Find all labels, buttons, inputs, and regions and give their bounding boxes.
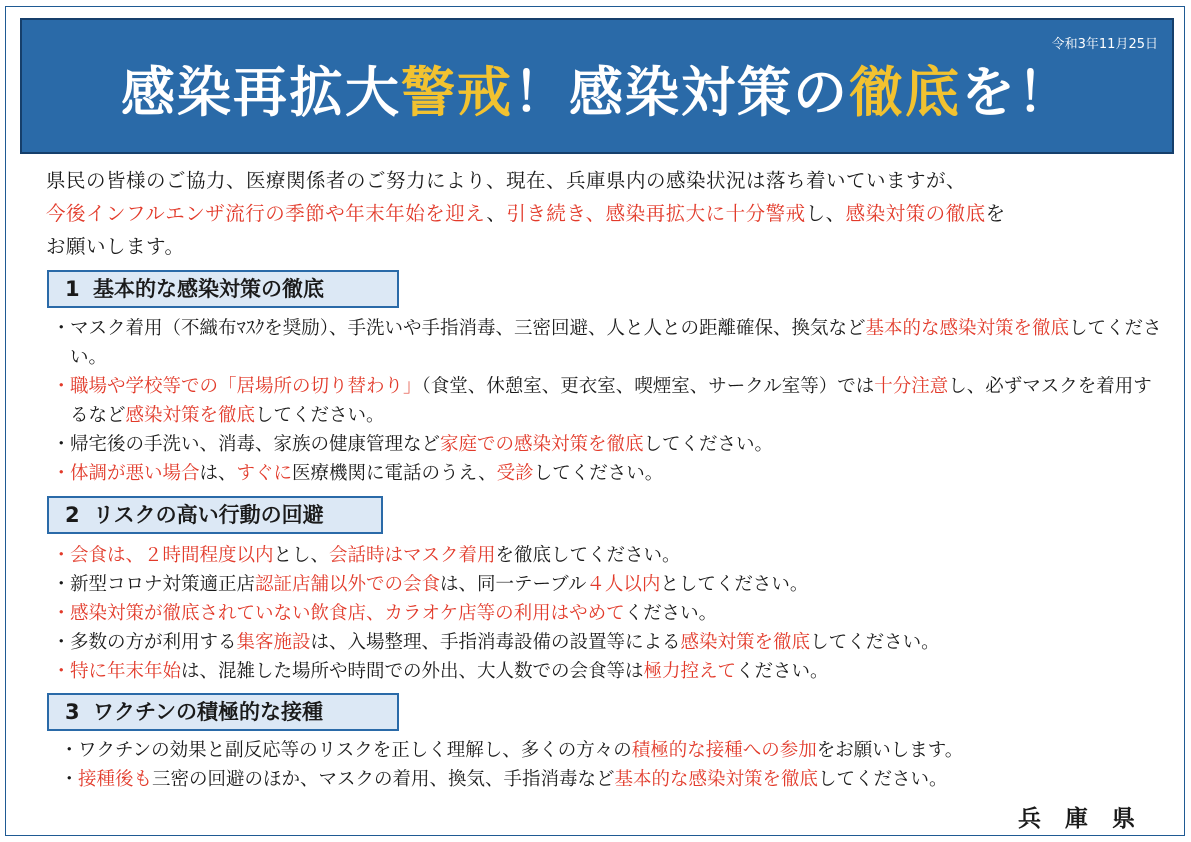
- item-text: マスク着用（不織布ﾏｽｸを奨励）、手洗いや手指消毒、三密回避、人と人との距離確保、換気など: [70, 318, 866, 339]
- item-text: を徹底してください。: [495, 545, 681, 566]
- section-3-list: [60, 736, 1170, 794]
- intro-paragraph: [46, 164, 1166, 263]
- item-emphasis: 集客施設: [236, 632, 311, 653]
- item-emphasis: すぐに: [236, 463, 293, 484]
- item-text: 三密の回避のほか、マスクの着用、換気、手指消毒など: [152, 769, 615, 790]
- intro-line-3: お願いします。: [46, 235, 185, 258]
- item-text: は、混雑した場所や時間での外出、大人数での会食等は: [181, 661, 644, 682]
- item-emphasis: 感染対策が徹底されていない飲食店、カラオケ店等の利用はやめて: [70, 603, 625, 624]
- item-text: 医療機関に電話のうえ、: [292, 463, 497, 484]
- item-text: してください。: [70, 318, 1162, 368]
- bullet: ・: [52, 603, 71, 624]
- section-title: リスクの高い行動の回避: [93, 503, 324, 527]
- item-text: してください。: [643, 434, 774, 455]
- item-emphasis: 受診: [496, 463, 534, 484]
- item-text: は、同一テーブル: [440, 574, 587, 595]
- item-text: としてください。: [660, 574, 809, 595]
- bullet: ・: [52, 574, 71, 595]
- section-number: 3: [65, 700, 80, 724]
- item-emphasis: 接種後も: [78, 769, 153, 790]
- item-text: 帰宅後の手洗い、消毒、家族の健康管理など: [70, 434, 441, 455]
- title-part-1: 感染再拡大: [121, 61, 401, 124]
- bullet: ・: [52, 661, 71, 682]
- title-part-3: ！感染対策の: [513, 61, 849, 124]
- item-emphasis: 会話時はマスク着用: [329, 545, 496, 566]
- item-emphasis: 認証店舗以外での会食: [255, 574, 441, 595]
- intro-text: 、: [486, 202, 507, 225]
- item-text: してください。: [810, 632, 940, 653]
- item-emphasis: ４人以内: [586, 574, 661, 595]
- item-text: 新型コロナ対策適正店: [70, 574, 256, 595]
- intro-line-2: [46, 197, 1166, 230]
- bullet: ・: [52, 632, 71, 653]
- title-highlight-keikai: 警戒: [401, 61, 513, 124]
- section-number: 2: [65, 503, 80, 527]
- item-text: してください。: [255, 405, 385, 426]
- list-item: [52, 372, 1162, 430]
- issuer-name: 兵 庫 県: [1017, 806, 1143, 832]
- intro-text: し、: [805, 202, 846, 225]
- item-text: （食堂、休憩室、更衣室、喫煙室、サークル室等）では: [421, 376, 875, 397]
- bullet: ・: [52, 376, 71, 397]
- item-emphasis: 家庭での感染対策を徹底: [440, 434, 644, 455]
- intro-emphasis-2: 引き続き、感染再拡大に十分警戒: [506, 202, 806, 225]
- item-emphasis: 感染対策を徹底: [125, 405, 256, 426]
- item-text: してください。: [533, 463, 664, 484]
- item-emphasis: 十分注意: [874, 376, 949, 397]
- item-emphasis: 基本的な感染対策を徹底: [865, 318, 1070, 339]
- list-item: [52, 459, 1162, 488]
- title-highlight-tettei: 徹底: [849, 61, 961, 124]
- list-item: [52, 541, 1162, 570]
- intro-emphasis-1: 今後インフルエンザ流行の季節や年末年始を迎え: [46, 202, 487, 225]
- bullet: ・: [52, 545, 71, 566]
- item-text: し、必ずマスクを着用するなど: [70, 376, 1152, 426]
- section-title: 基本的な感染対策の徹底: [93, 277, 324, 301]
- list-item: [52, 628, 1162, 657]
- section-2-list: [52, 541, 1162, 686]
- item-emphasis: 会食は、２時間程度以内: [70, 545, 274, 566]
- item-text: は、入場整理、手指消毒設備の設置等による: [310, 632, 681, 653]
- item-text: とし、: [273, 545, 330, 566]
- item-emphasis: 積極的な接種への参加: [631, 740, 817, 761]
- item-emphasis: 体調が悪い場合: [70, 463, 200, 484]
- item-emphasis: 職場や学校等での「居場所の切り替わり」: [70, 376, 422, 397]
- item-text: ください。: [624, 603, 718, 624]
- item-emphasis: 感染対策を徹底: [680, 632, 811, 653]
- intro-line-1: 県民の皆様のご協力、医療関係者のご努力により、現在、兵庫県内の感染状況は落ち着いていますが、: [46, 169, 967, 192]
- section-1-heading: [47, 270, 399, 308]
- item-emphasis: 基本的な感染対策を徹底: [614, 769, 819, 790]
- bullet: ・: [60, 769, 79, 790]
- issue-date: 令和3年11月25日: [1051, 37, 1158, 52]
- list-item: [52, 657, 1162, 686]
- list-item: [60, 765, 1170, 794]
- bullet: ・: [52, 318, 71, 339]
- item-emphasis: 特に年末年始: [70, 661, 182, 682]
- section-title: ワクチンの積極的な接種: [93, 700, 323, 724]
- bullet: ・: [52, 434, 71, 455]
- list-item: [52, 570, 1162, 599]
- bullet: ・: [52, 463, 71, 484]
- item-text: をお願いします。: [816, 740, 964, 761]
- section-1-list: [52, 314, 1162, 488]
- item-text: ください。: [736, 661, 829, 682]
- section-2-heading: [47, 496, 383, 534]
- list-item: [52, 599, 1162, 628]
- page-title: [22, 62, 1172, 124]
- item-emphasis: 極力控えて: [643, 661, 737, 682]
- item-text: 多数の方が利用する: [70, 632, 237, 653]
- section-number: 1: [65, 277, 80, 301]
- section-3-heading: [47, 693, 399, 731]
- item-text: は、: [199, 463, 237, 484]
- intro-emphasis-3: 感染対策の徹底: [845, 202, 986, 225]
- list-item: [52, 314, 1162, 372]
- item-text: してください。: [818, 769, 948, 790]
- title-part-5: を！: [961, 61, 1073, 124]
- bullet: ・: [60, 740, 79, 761]
- title-banner: [20, 18, 1174, 154]
- item-text: ワクチンの効果と副反応等のリスクを正しく理解し、多くの方々の: [78, 740, 632, 761]
- list-item: [52, 430, 1162, 459]
- list-item: [60, 736, 1170, 765]
- intro-text: を: [985, 202, 1006, 225]
